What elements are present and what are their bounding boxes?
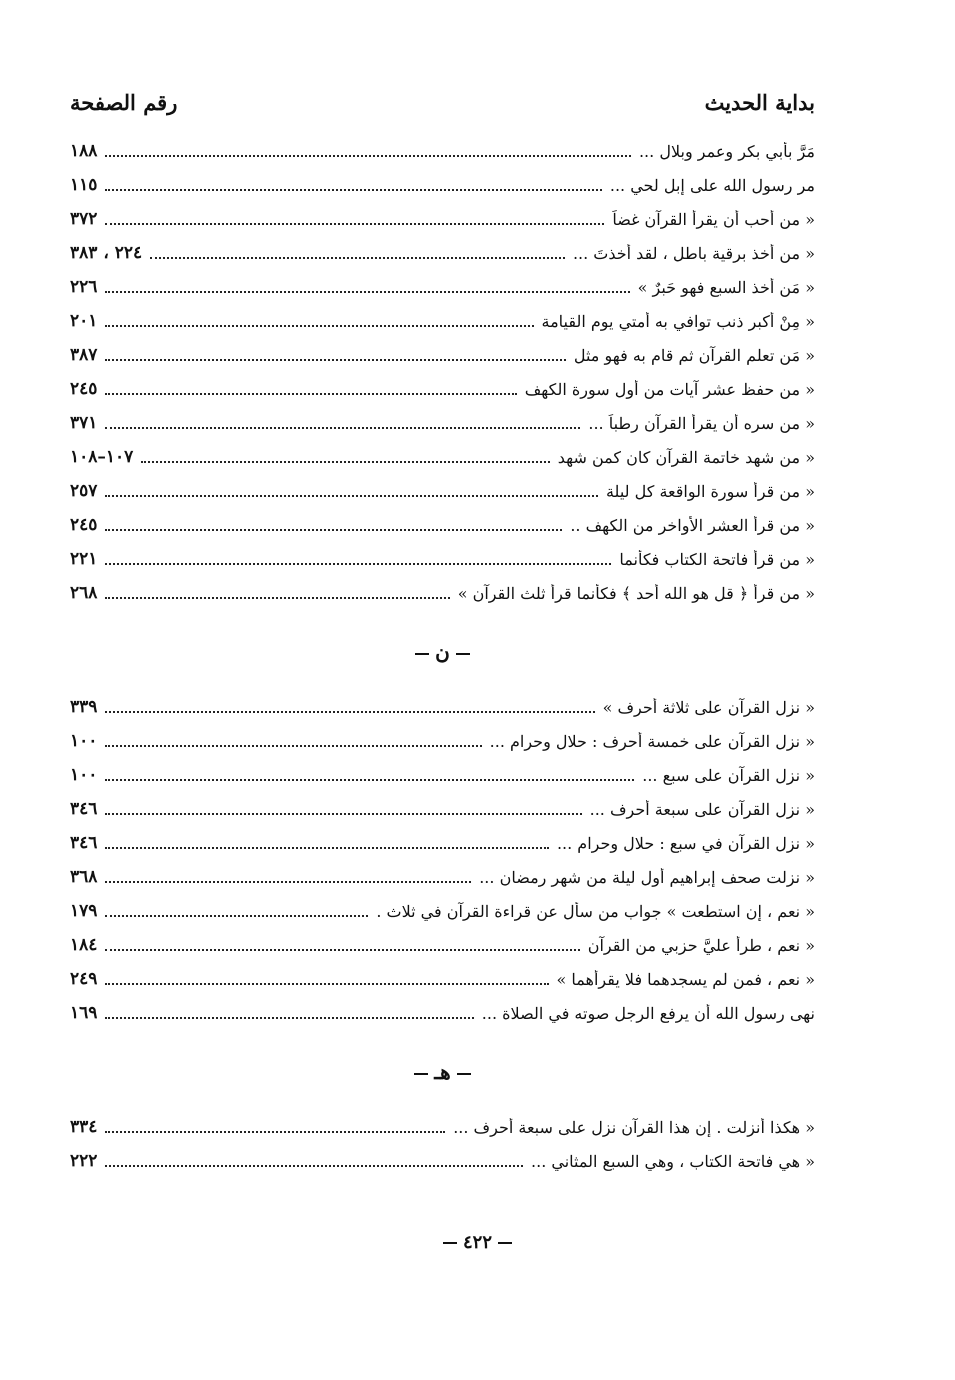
dash-left bbox=[415, 653, 429, 655]
index-entry bbox=[70, 270, 815, 304]
entry-text: « نعم ، طرأ عليَّ حزبي من القرآن bbox=[587, 935, 815, 955]
dot-leader bbox=[105, 1155, 523, 1167]
entry-page-number: ١٠٧–١٠٨ bbox=[70, 447, 134, 467]
section-letter: ن bbox=[435, 640, 450, 664]
dot-leader bbox=[105, 417, 580, 429]
entry-text: « مِنْ أكبر ذنب توافي به أمتي يوم القيامة bbox=[541, 311, 815, 331]
section-letter-heading bbox=[70, 634, 815, 670]
entry-text: مَرَّ بأبي بكر وعمر وبلال ... bbox=[638, 141, 815, 161]
dot-leader bbox=[105, 587, 449, 599]
entry-text: « من سره أن يقرأ القرآن رطباً ... bbox=[588, 413, 815, 433]
entry-page-number: ٢٤٥ bbox=[70, 379, 98, 399]
entry-page-number: ٢٢١ bbox=[70, 549, 98, 569]
dot-leader bbox=[105, 769, 634, 781]
index-entry bbox=[70, 724, 815, 758]
entry-text: « من أحب أن يقرأ القرآن غضاً bbox=[612, 209, 815, 229]
dot-leader bbox=[105, 519, 562, 531]
index-section bbox=[70, 1054, 815, 1178]
index-entry bbox=[70, 304, 815, 338]
entry-page-number: ٣٤٦ bbox=[70, 799, 98, 819]
entry-page-number: ١١٥ bbox=[70, 175, 98, 195]
index-entry bbox=[70, 894, 815, 928]
index-entry bbox=[70, 792, 815, 826]
dot-leader bbox=[105, 905, 368, 917]
entry-page-number: ٢٤٩ bbox=[70, 969, 98, 989]
dash-right bbox=[443, 1242, 457, 1244]
entry-text: « من قرأ ﴿ قل هو الله أحد ﴾ فكأنما قرأ ثلث القرآن » bbox=[457, 583, 815, 603]
index-header bbox=[70, 90, 815, 134]
dot-leader bbox=[105, 281, 629, 293]
entry-page-number: ٢٥٧ bbox=[70, 481, 98, 501]
entry-text: مر رسول الله على إبل لحي ... bbox=[609, 175, 815, 195]
dot-leader bbox=[150, 247, 565, 259]
entry-page-number: ١٨٤ bbox=[70, 935, 98, 955]
page-number: ٤٢٢ bbox=[462, 1232, 492, 1253]
index-entry bbox=[70, 474, 815, 508]
index-entry bbox=[70, 826, 815, 860]
index-entry bbox=[70, 1144, 815, 1178]
dot-leader bbox=[105, 383, 516, 395]
index-entry bbox=[70, 690, 815, 724]
entry-page-number: ١٧٩ bbox=[70, 901, 98, 921]
dot-leader bbox=[105, 939, 579, 951]
dot-leader bbox=[105, 315, 533, 327]
entry-text: « من أخذ برقية باطل ، لقد أخذتَ ... bbox=[572, 243, 815, 263]
entry-page-number: ٣٧١ bbox=[70, 413, 98, 433]
entry-text: « نزل القرآن على سبعة أحرف ... bbox=[589, 799, 815, 819]
index-sections bbox=[70, 134, 815, 1178]
index-entry bbox=[70, 372, 815, 406]
index-entry bbox=[70, 576, 815, 610]
index-section bbox=[70, 634, 815, 1030]
entry-text: « نعم ، فمن لم يسجدهما فلا يقرأهما » bbox=[556, 969, 815, 989]
entry-text: « هي فاتحة الكتاب ، وهي السبع المثاني ... bbox=[531, 1151, 815, 1171]
entry-page-number: ٢٦٨ bbox=[70, 583, 98, 603]
index-section bbox=[70, 134, 815, 610]
index-entry bbox=[70, 202, 815, 236]
column-title-hadith-start: بداية الحديث bbox=[704, 90, 815, 115]
dash-right bbox=[456, 653, 470, 655]
entry-text: « من قرأ العشر الأواخر من الكهف .. bbox=[570, 515, 815, 535]
dash-left bbox=[498, 1242, 512, 1244]
dot-leader bbox=[105, 973, 548, 985]
entry-page-number: ٢٢٦ bbox=[70, 277, 98, 297]
index-entry bbox=[70, 1110, 815, 1144]
column-title-page-number: رقم الصفحة bbox=[70, 90, 178, 115]
entry-text: نهى رسول الله أن يرفع الرجل صوته في الصلاة ... bbox=[481, 1003, 815, 1023]
index-entry bbox=[70, 542, 815, 576]
entry-text: « نزل القرآن في سبع : حلال وحرام ... bbox=[556, 833, 815, 853]
index-entry bbox=[70, 440, 815, 474]
index-entry bbox=[70, 338, 815, 372]
dot-leader bbox=[105, 837, 549, 849]
entry-text: « مَن أخذ السبع فهو حَبرٌ » bbox=[637, 277, 815, 297]
index-entry bbox=[70, 236, 815, 270]
index-entry bbox=[70, 134, 815, 168]
entry-page-number: ١٠٠ bbox=[70, 731, 98, 751]
entry-page-number: ٣٤٦ bbox=[70, 833, 98, 853]
entry-text: « من قرأ فاتحة الكتاب فكأنما bbox=[619, 549, 815, 569]
index-entry bbox=[70, 406, 815, 440]
entry-page-number: ١٦٩ bbox=[70, 1003, 98, 1023]
entry-text: « نعم ، إن استطعت » جواب من سأل عن قراءة القرآن في ثلاث . bbox=[376, 901, 815, 921]
dash-left bbox=[414, 1073, 428, 1075]
dot-leader bbox=[105, 1121, 445, 1133]
entry-text: « من حفظ عشر آيات من أول سورة الكهف bbox=[524, 379, 815, 399]
dot-leader bbox=[105, 803, 581, 815]
index-entry bbox=[70, 962, 815, 996]
entry-page-number: ٣٧٢ bbox=[70, 209, 98, 229]
entry-page-number: ١٨٨ bbox=[70, 141, 98, 161]
page-number-footer bbox=[0, 1232, 955, 1253]
index-entry bbox=[70, 508, 815, 542]
dot-leader bbox=[105, 871, 471, 883]
section-letter: هـ bbox=[434, 1060, 451, 1084]
dot-leader bbox=[105, 485, 598, 497]
entry-text: « نزل القرآن على ثلاثة أحرف » bbox=[602, 697, 815, 717]
dot-leader bbox=[105, 553, 611, 565]
entry-page-number: ٣٣٤ bbox=[70, 1117, 98, 1137]
dot-leader bbox=[105, 349, 565, 361]
dot-leader bbox=[105, 735, 481, 747]
entry-page-number: ٣٣٩ bbox=[70, 697, 98, 717]
entry-page-number: ٢٤٥ bbox=[70, 515, 98, 535]
dot-leader bbox=[105, 145, 631, 157]
entry-text: « من شهد خاتمة القرآن كان كمن شهد bbox=[557, 447, 815, 467]
entry-page-number: ٢٢٢ bbox=[70, 1151, 98, 1171]
dot-leader bbox=[105, 179, 601, 191]
entry-text: « هكذا أنزلت . إن هذا القرآن نزل على سبعة أحرف ... bbox=[453, 1117, 815, 1137]
entry-text: « مَن تعلم القرآن ثم قام به فهو مثل bbox=[573, 345, 815, 365]
index-page bbox=[70, 90, 815, 1178]
entry-text: « نزل القرآن على سبع ... bbox=[642, 765, 815, 785]
dot-leader bbox=[105, 213, 604, 225]
index-entry bbox=[70, 928, 815, 962]
index-entry bbox=[70, 996, 815, 1030]
dot-leader bbox=[105, 1007, 473, 1019]
entry-page-number: ٢٠١ bbox=[70, 311, 98, 331]
section-letter-heading bbox=[70, 1054, 815, 1090]
dot-leader bbox=[141, 451, 549, 463]
index-entry bbox=[70, 758, 815, 792]
entry-text: « من قرأ سورة الواقعة كل ليلة bbox=[605, 481, 815, 501]
entry-text: « نزل القرآن على خمسة أحرف : حلال وحرام ... bbox=[489, 731, 815, 751]
dot-leader bbox=[105, 701, 594, 713]
entry-text: « نزلت صحف إبراهيم أول ليلة من شهر رمضان ... bbox=[479, 867, 815, 887]
entry-page-number: ٢٢٤ ، ٣٨٣ bbox=[70, 243, 143, 263]
entry-page-number: ١٠٠ bbox=[70, 765, 98, 785]
index-entry bbox=[70, 860, 815, 894]
dash-right bbox=[457, 1073, 471, 1075]
entry-page-number: ٣٦٨ bbox=[70, 867, 98, 887]
entry-page-number: ٣٨٧ bbox=[70, 345, 98, 365]
index-entry bbox=[70, 168, 815, 202]
